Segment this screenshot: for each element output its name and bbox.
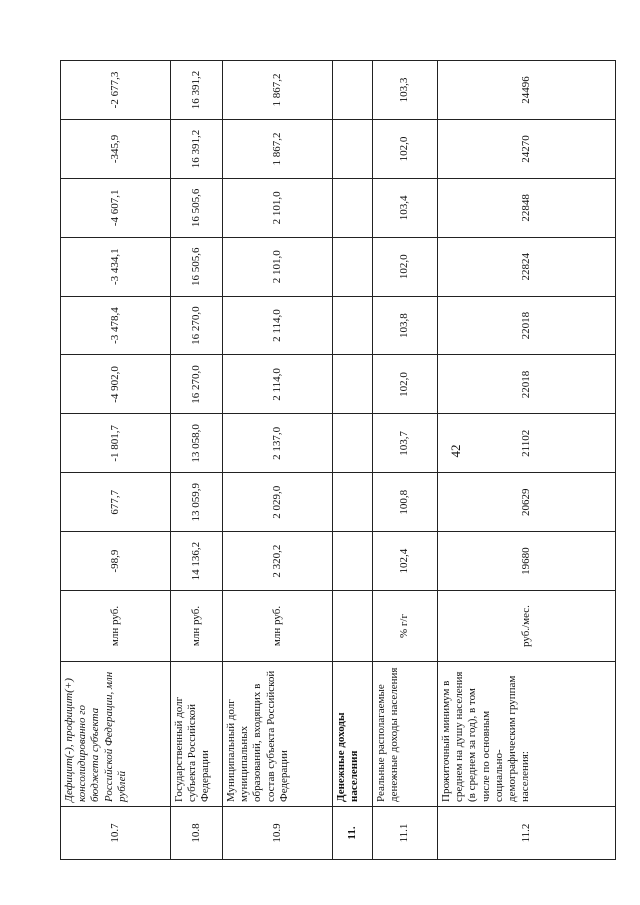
value-cell: 16 270,0 — [171, 355, 223, 414]
value-cell: 677,7 — [61, 473, 171, 532]
value-cell: 103,3 — [373, 61, 438, 120]
value-cell: 2 101,0 — [223, 237, 333, 296]
row-name: Реальные располагаемые денежные доходы населения — [373, 662, 438, 807]
value-cell: -345,9 — [61, 120, 171, 179]
page-number: 42 — [448, 444, 463, 458]
value-cell: 16 505,6 — [171, 237, 223, 296]
table-row — [438, 61, 616, 860]
value-cell: 13 058,0 — [171, 414, 223, 473]
value-cell: 2 029,0 — [223, 473, 333, 532]
row-number: 10.7 — [61, 807, 171, 860]
value-cell: 103,4 — [373, 178, 438, 237]
row-unit: руб./мес. — [438, 591, 616, 662]
table-row — [373, 61, 438, 860]
value-cell: 16 505,6 — [171, 178, 223, 237]
value-cell — [333, 355, 373, 414]
value-cell: 22018 — [438, 355, 616, 414]
value-cell: -3 434,1 — [61, 237, 171, 296]
value-cell: -4 607,1 — [61, 178, 171, 237]
value-cell — [333, 473, 373, 532]
value-cell: -98,9 — [61, 532, 171, 591]
value-cell: 22824 — [438, 237, 616, 296]
row-name: Дефицит(-), профицит(+) консолидированно го бюджета субъекта Российской Федерации, млн рублей — [61, 662, 171, 807]
table-row — [61, 61, 171, 860]
row-name: Государственный долг субъекта Российской Федерации — [171, 662, 223, 807]
value-cell: 20629 — [438, 473, 616, 532]
value-cell: 102,0 — [373, 355, 438, 414]
value-cell: 1 867,2 — [223, 61, 333, 120]
value-cell: -1 801,7 — [61, 414, 171, 473]
indicators-table — [60, 60, 616, 860]
value-cell — [333, 120, 373, 179]
value-cell: 102,0 — [373, 237, 438, 296]
value-cell: 22018 — [438, 296, 616, 355]
value-cell: -2 677,3 — [61, 61, 171, 120]
value-cell: 2 137,0 — [223, 414, 333, 473]
row-unit: млн руб. — [171, 591, 223, 662]
row-number: 11. — [333, 807, 373, 860]
value-cell: 2 114,0 — [223, 296, 333, 355]
value-cell — [333, 61, 373, 120]
table-row — [223, 61, 333, 860]
row-unit: млн руб. — [61, 591, 171, 662]
value-cell — [333, 237, 373, 296]
value-cell: 13 059,9 — [171, 473, 223, 532]
row-number: 11.1 — [373, 807, 438, 860]
value-cell: 22848 — [438, 178, 616, 237]
row-number: 10.9 — [223, 807, 333, 860]
table-rotation-frame — [60, 60, 615, 860]
value-cell: 16 391,2 — [171, 61, 223, 120]
value-cell: 103,8 — [373, 296, 438, 355]
table-container — [60, 60, 615, 860]
value-cell — [333, 532, 373, 591]
table-row — [171, 61, 223, 860]
row-unit — [333, 591, 373, 662]
value-cell: 102,4 — [373, 532, 438, 591]
value-cell: 24270 — [438, 120, 616, 179]
value-cell: 24496 — [438, 61, 616, 120]
table-row — [333, 61, 373, 860]
value-cell: 16 391,2 — [171, 120, 223, 179]
row-unit: млн руб. — [223, 591, 333, 662]
value-cell — [333, 414, 373, 473]
value-cell: 14 136,2 — [171, 532, 223, 591]
value-cell: -3 478,4 — [61, 296, 171, 355]
row-unit: % г/г — [373, 591, 438, 662]
value-cell: 100,8 — [373, 473, 438, 532]
value-cell: 2 101,0 — [223, 178, 333, 237]
value-cell: 102,0 — [373, 120, 438, 179]
value-cell: 19680 — [438, 532, 616, 591]
row-number: 10.8 — [171, 807, 223, 860]
value-cell: 103,7 — [373, 414, 438, 473]
value-cell — [333, 178, 373, 237]
row-name: Муниципальный долг муниципальных образований, входящих в состав субъекта Российской Федерации — [223, 662, 333, 807]
value-cell: 21102 — [438, 414, 616, 473]
value-cell: 16 270,0 — [171, 296, 223, 355]
value-cell: 1 867,2 — [223, 120, 333, 179]
row-name: Прожиточный минимум в среднем на душу населения (в среднем за год), в том числе по основным социально-демографическим группам населения: — [438, 662, 616, 807]
value-cell: 2 320,2 — [223, 532, 333, 591]
row-number: 11.2 — [438, 807, 616, 860]
value-cell: 2 114,0 — [223, 355, 333, 414]
value-cell — [333, 296, 373, 355]
section-heading: Денежные доходы населения — [333, 662, 373, 807]
value-cell: -4 902,0 — [61, 355, 171, 414]
